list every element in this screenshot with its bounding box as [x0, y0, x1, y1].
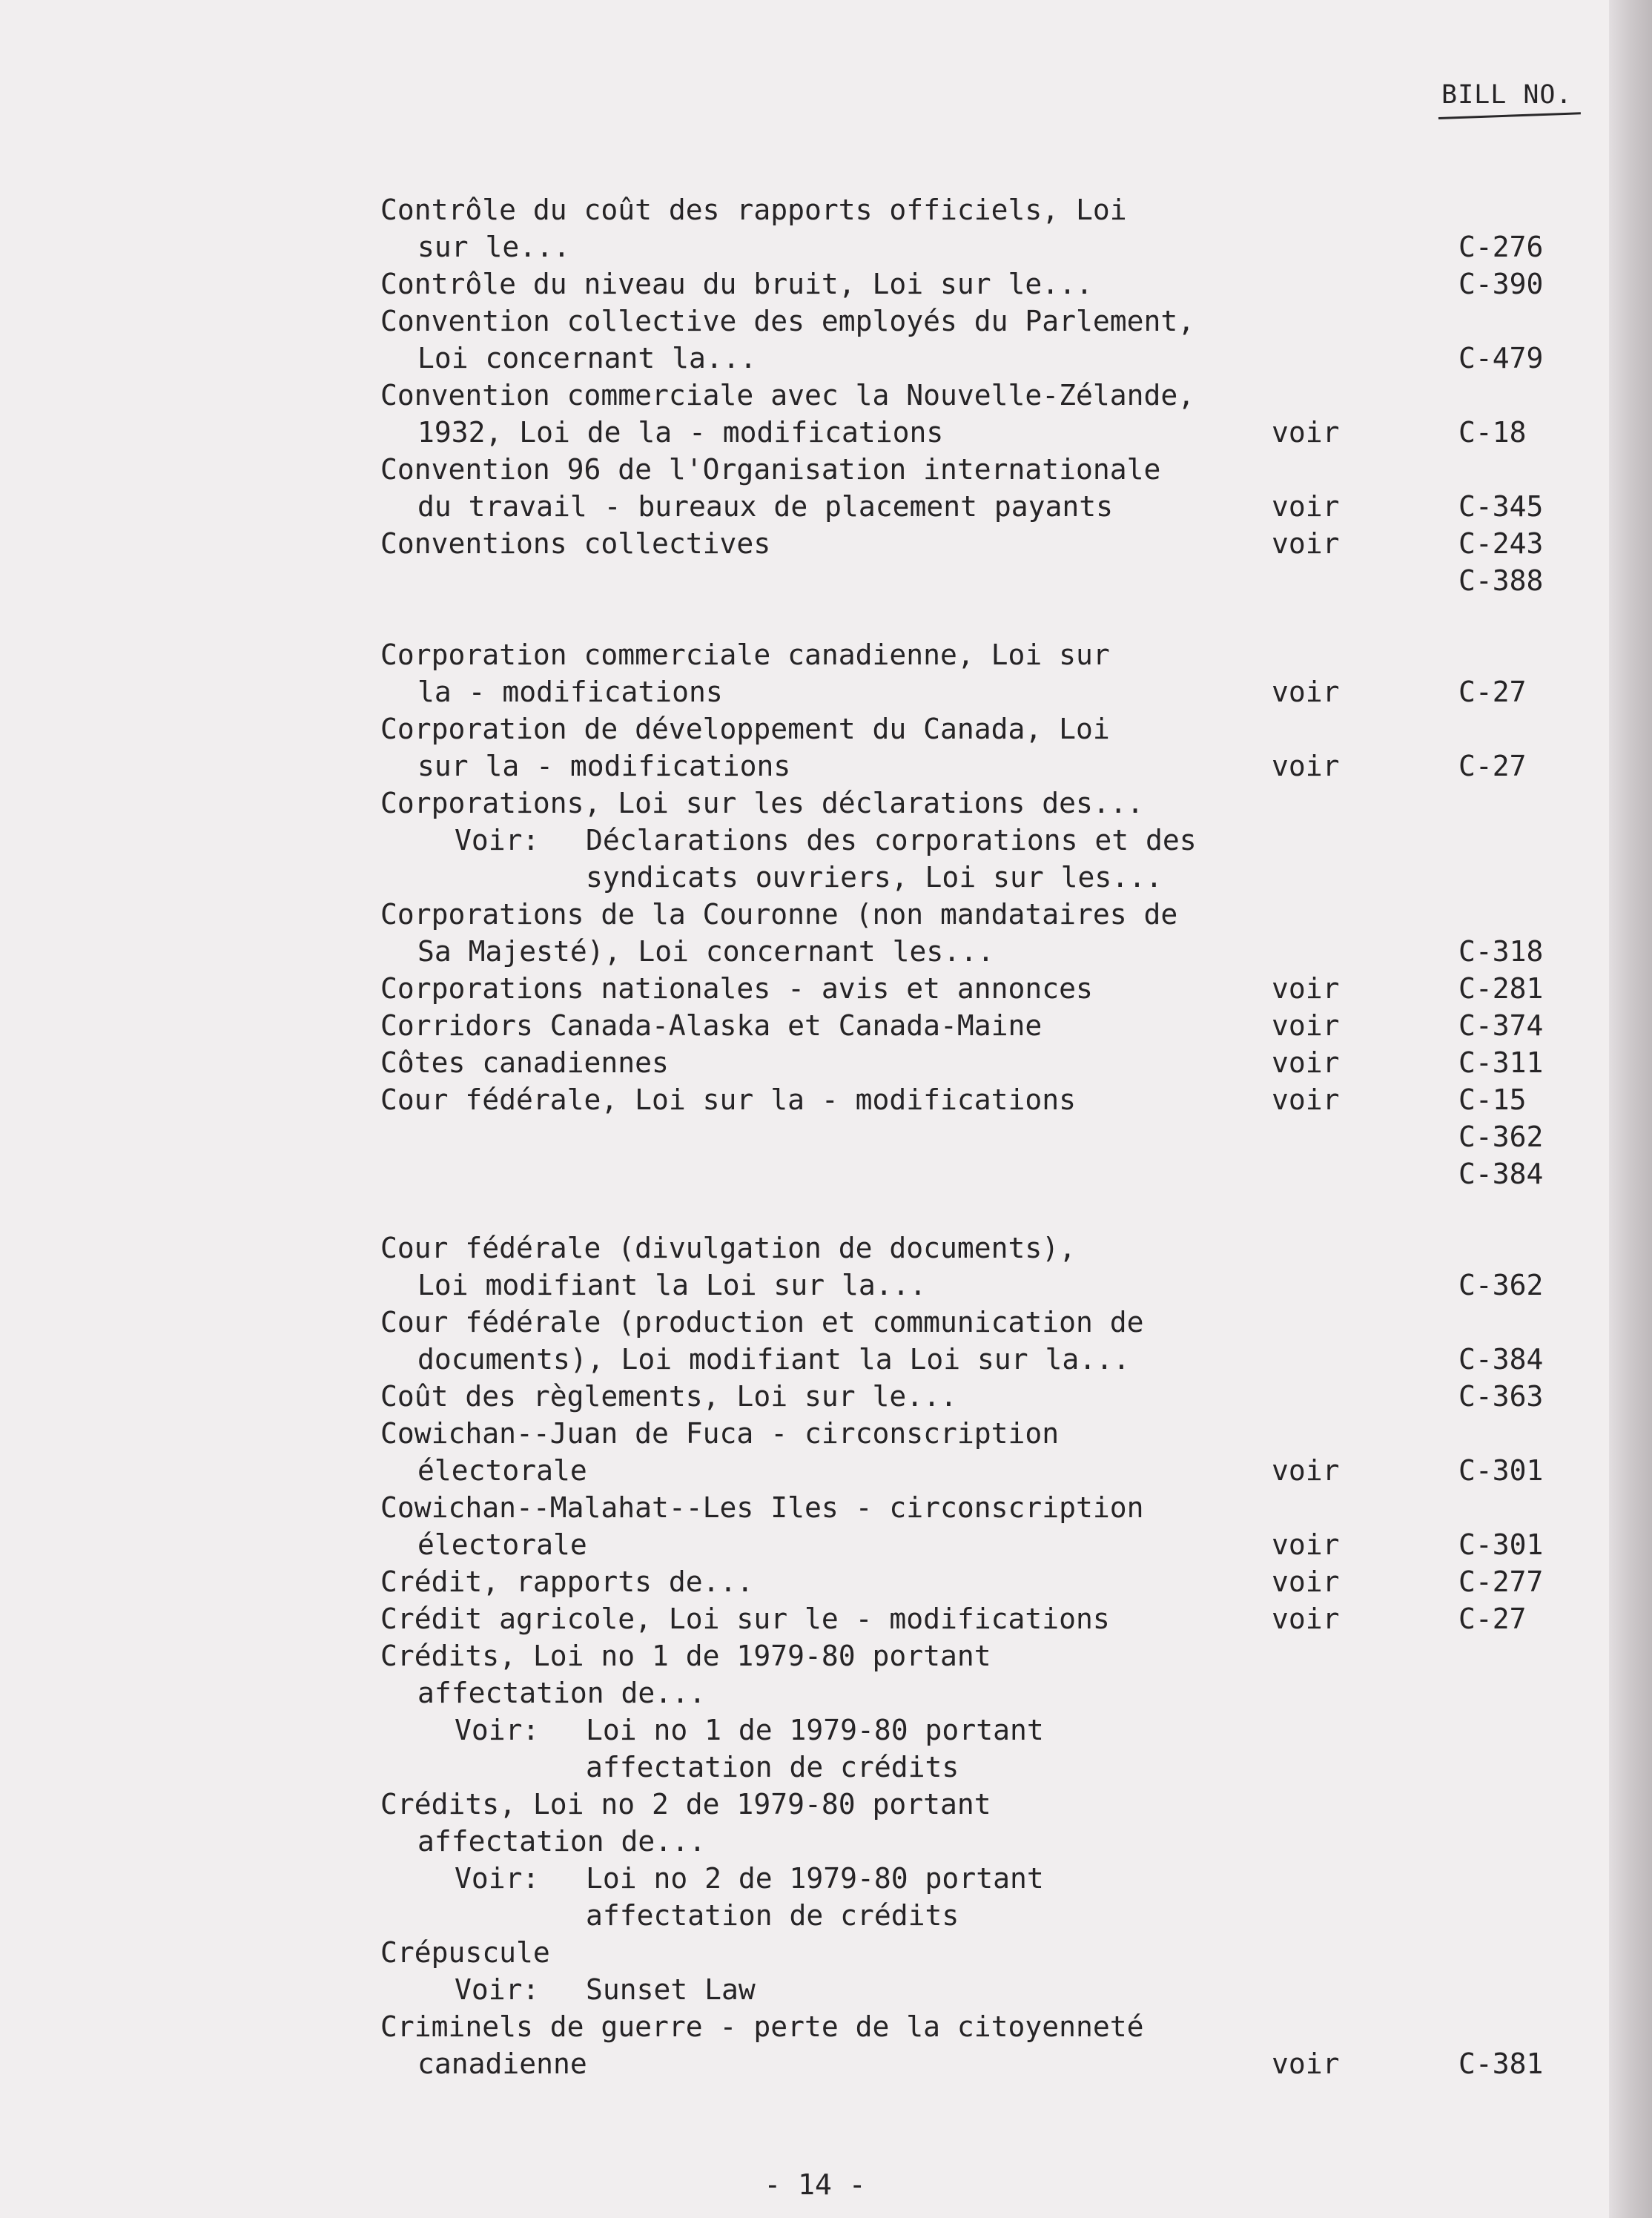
bill-number: C-27 [1458, 750, 1527, 782]
entry-text: affectation de... [417, 1825, 706, 1858]
bill-number: C-27 [1458, 676, 1527, 708]
index-entry [0, 896, 1652, 970]
entry-text: Crépuscule [380, 1936, 550, 1969]
index-entry [0, 970, 1652, 1007]
index-line [0, 228, 1652, 265]
bill-no-header: BILL NO. [1441, 80, 1573, 110]
index-line [0, 414, 1652, 451]
index-line [0, 822, 1652, 859]
index-line [0, 1081, 1652, 1118]
entry-text: Corporations de la Couronne (non mandataires de [380, 898, 1178, 931]
voir-marker: voir [1272, 1083, 1340, 1116]
index-line [0, 1563, 1652, 1600]
entry-text: Cowichan--Juan de Fuca - circonscription [380, 1417, 1060, 1450]
index-line [0, 1600, 1652, 1637]
voir-marker: voir [1272, 527, 1340, 560]
index-entry [0, 377, 1652, 451]
index-entry [0, 1934, 1652, 2008]
entry-text: Convention 96 de l'Organisation internationale [380, 453, 1161, 486]
see-also-label: Voir: [455, 1973, 540, 2006]
bill-number: C-390 [1458, 268, 1544, 300]
index-line [0, 673, 1652, 710]
index-line [0, 525, 1652, 562]
index-line [0, 1712, 1652, 1749]
index-line [0, 1786, 1652, 1823]
see-also-label: Voir: [455, 1862, 540, 1895]
index-line [0, 747, 1652, 785]
entry-text: Cour fédérale (production et communication de [380, 1306, 1144, 1339]
index-line [0, 1897, 1652, 1934]
entry-text: Cour fédérale, Loi sur la - modifications [380, 1083, 1076, 1116]
index-line [0, 970, 1652, 1007]
entry-text [455, 1897, 959, 1934]
index-line [0, 1674, 1652, 1712]
index-entry [0, 1489, 1652, 1563]
bill-number: C-362 [1458, 1120, 1544, 1153]
entry-text: Loi concernant la... [417, 342, 757, 374]
entry-text: Crédit agricole, Loi sur le - modifications [380, 1603, 1110, 1635]
index-entry [0, 1415, 1652, 1489]
see-also-label: Voir: [455, 824, 540, 856]
index-entry [0, 710, 1652, 785]
entry-text: canadienne [417, 2047, 587, 2080]
bill-number: C-301 [1458, 1454, 1544, 1487]
entry-text: Corporations nationales - avis et annonces [380, 972, 1093, 1005]
index-line [0, 785, 1652, 822]
entry-text: la - modifications [417, 676, 723, 708]
index-line [0, 303, 1652, 340]
index-line [0, 1860, 1652, 1897]
bill-number: C-301 [1458, 1528, 1544, 1561]
see-also-label: Voir: [455, 1714, 540, 1746]
bill-number: C-27 [1458, 1603, 1527, 1635]
bill-number: C-345 [1458, 490, 1544, 523]
bill-number: C-311 [1458, 1046, 1544, 1079]
header-underline [1438, 112, 1581, 119]
entry-text: Côtes canadiennes [380, 1046, 669, 1079]
entry-text: Corporation commerciale canadienne, Loi sur [380, 638, 1110, 671]
entry-text [455, 859, 1163, 896]
entry-text: du travail - bureaux de placement payants [417, 490, 1113, 523]
entry-text: Contrôle du coût des rapports officiels, Loi [380, 194, 1127, 226]
index-line [0, 1155, 1652, 1192]
bill-number: C-318 [1458, 935, 1544, 968]
entry-text: Corporation de développement du Canada, Loi [380, 713, 1110, 745]
voir-marker: voir [1272, 1454, 1340, 1487]
index-line [0, 2045, 1652, 2082]
entry-text: Contrôle du niveau du bruit, Loi sur le... [380, 268, 1093, 300]
index-line [0, 1489, 1652, 1526]
index-entry [0, 2008, 1652, 2082]
bill-number: C-243 [1458, 527, 1544, 560]
index-line [0, 1007, 1652, 1044]
index-line [0, 859, 1652, 896]
entry-text: Conventions collectives [380, 527, 771, 560]
entry-text: Convention commerciale avec la Nouvelle-Zélande, [380, 379, 1195, 412]
entry-text: Coût des règlements, Loi sur le... [380, 1380, 957, 1413]
bill-number: C-277 [1458, 1565, 1544, 1598]
blank-line [0, 1192, 1652, 1230]
index-line [0, 1934, 1652, 1971]
voir-marker: voir [1272, 1528, 1340, 1561]
see-also-target: affectation de crédits [586, 1899, 959, 1932]
index-entry [0, 1230, 1652, 1304]
index-line [0, 1304, 1652, 1341]
index-line [0, 1749, 1652, 1786]
index-line [0, 1823, 1652, 1860]
entry-text: Cowichan--Malahat--Les Iles - circonscription [380, 1491, 1144, 1524]
index-line [0, 1415, 1652, 1452]
index-line [0, 896, 1652, 933]
bill-number: C-384 [1458, 1158, 1544, 1190]
entry-text: Convention collective des employés du Parlement, [380, 305, 1195, 337]
index-entry [0, 1600, 1652, 1637]
voir-marker: voir [1272, 416, 1340, 449]
entry-text [455, 1749, 959, 1786]
bill-number: C-15 [1458, 1083, 1527, 1116]
voir-marker: voir [1272, 1603, 1340, 1635]
bill-number: C-388 [1458, 564, 1544, 597]
index-line [0, 636, 1652, 673]
entry-text: électorale [417, 1454, 587, 1487]
bill-number: C-381 [1458, 2047, 1544, 2080]
entry-text: Criminels de guerre - perte de la citoyenneté [380, 2010, 1144, 2043]
entry-text [455, 1971, 756, 2008]
see-also-target: Sunset Law [586, 1973, 756, 2006]
page-number: - 14 - [764, 2168, 866, 2201]
index-entry [0, 1007, 1652, 1044]
index-line [0, 562, 1652, 599]
voir-marker: voir [1272, 490, 1340, 523]
bill-number: C-479 [1458, 342, 1544, 374]
see-also-target: affectation de crédits [586, 1751, 959, 1783]
index-line [0, 1637, 1652, 1674]
entry-text: 1932, Loi de la - modifications [417, 416, 944, 449]
index-entry [0, 451, 1652, 525]
entry-text: Corporations, Loi sur les déclarations des... [380, 787, 1144, 819]
bill-number: C-362 [1458, 1269, 1544, 1301]
entry-text: Loi modifiant la Loi sur la... [417, 1269, 927, 1301]
entry-text: documents), Loi modifiant la Loi sur la... [417, 1343, 1130, 1376]
voir-marker: voir [1272, 750, 1340, 782]
index-line [0, 710, 1652, 747]
index-entry [0, 1081, 1652, 1192]
entry-text: affectation de... [417, 1677, 706, 1709]
index-line [0, 933, 1652, 970]
index-line [0, 377, 1652, 414]
bill-number: C-276 [1458, 231, 1544, 263]
see-also-target: syndicats ouvriers, Loi sur les... [586, 861, 1163, 894]
entry-text [455, 822, 1197, 859]
index-line [0, 1267, 1652, 1304]
index-entry [0, 636, 1652, 710]
index-line [0, 1230, 1652, 1267]
index-entry [0, 1304, 1652, 1378]
index-line [0, 1452, 1652, 1489]
index-line [0, 488, 1652, 525]
bill-number: C-18 [1458, 416, 1527, 449]
index-entry [0, 525, 1652, 599]
entry-text: Corridors Canada-Alaska et Canada-Maine [380, 1009, 1043, 1042]
index-entry [0, 1637, 1652, 1786]
index-entry [0, 1563, 1652, 1600]
index-entry [0, 785, 1652, 896]
index-line [0, 1526, 1652, 1563]
index-line [0, 2008, 1652, 2045]
blank-line [0, 599, 1652, 636]
index-line [0, 1378, 1652, 1415]
index-line [0, 451, 1652, 488]
index-entry [0, 1786, 1652, 1934]
index-line [0, 1341, 1652, 1378]
index-line [0, 1044, 1652, 1081]
index-entry [0, 303, 1652, 377]
entry-text: électorale [417, 1528, 587, 1561]
entry-text: Crédit, rapports de... [380, 1565, 754, 1598]
voir-marker: voir [1272, 676, 1340, 708]
entry-text: sur le... [417, 231, 570, 263]
index-line [0, 1118, 1652, 1155]
bill-number: C-281 [1458, 972, 1544, 1005]
voir-marker: voir [1272, 1009, 1340, 1042]
entry-text: Crédits, Loi no 1 de 1979-80 portant [380, 1640, 991, 1672]
entry-text: Crédits, Loi no 2 de 1979-80 portant [380, 1788, 991, 1821]
entry-text [455, 1712, 1044, 1749]
index-line [0, 265, 1652, 303]
see-also-target: Loi no 1 de 1979-80 portant [586, 1714, 1044, 1746]
voir-marker: voir [1272, 972, 1340, 1005]
see-also-target: Loi no 2 de 1979-80 portant [586, 1862, 1044, 1895]
voir-marker: voir [1272, 1565, 1340, 1598]
entry-text: Sa Majesté), Loi concernant les... [417, 935, 994, 968]
bill-number: C-374 [1458, 1009, 1544, 1042]
see-also-target: Déclarations des corporations et des [586, 824, 1197, 856]
index-entry [0, 1378, 1652, 1415]
voir-marker: voir [1272, 2047, 1340, 2080]
index-list [0, 191, 1652, 2082]
index-line [0, 191, 1652, 228]
voir-marker: voir [1272, 1046, 1340, 1079]
index-entry [0, 191, 1652, 265]
index-entry [0, 265, 1652, 303]
entry-text [455, 1860, 1044, 1897]
entry-text: Cour fédérale (divulgation de documents), [380, 1232, 1076, 1264]
bill-number: C-363 [1458, 1380, 1544, 1413]
index-entry [0, 1044, 1652, 1081]
entry-text: sur la - modifications [417, 750, 791, 782]
index-line [0, 340, 1652, 377]
index-line [0, 1971, 1652, 2008]
bill-number: C-384 [1458, 1343, 1544, 1376]
